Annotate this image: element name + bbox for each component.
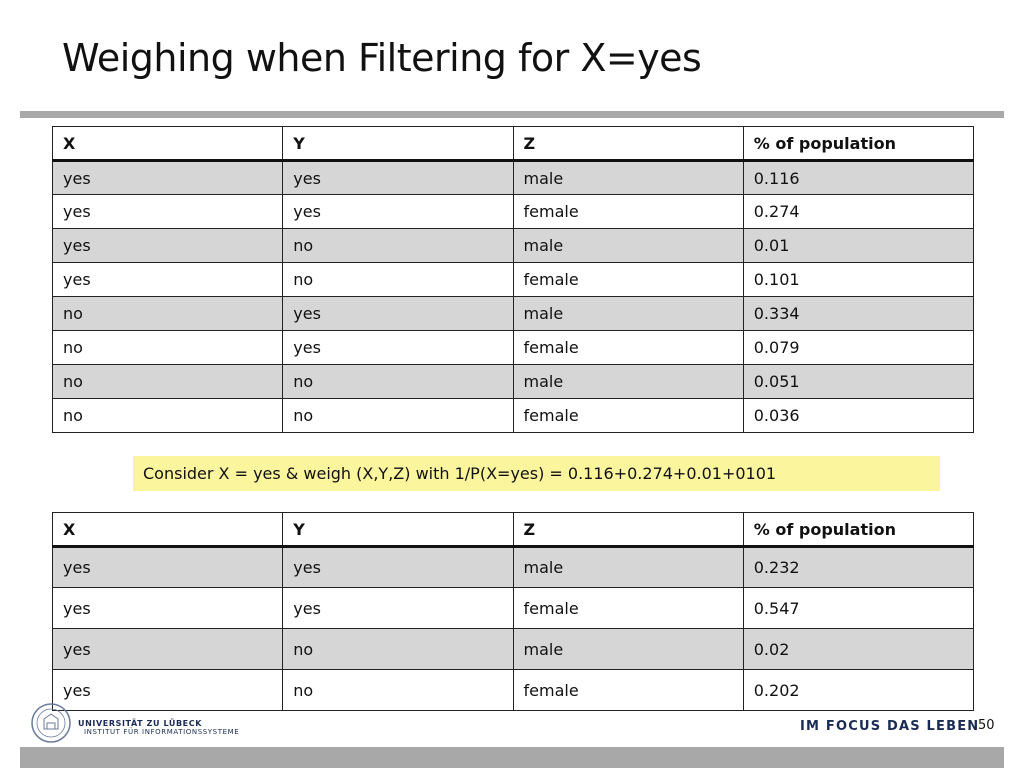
table-row: [53, 365, 974, 399]
cell-y: yes: [283, 588, 513, 629]
table-row: [53, 331, 974, 365]
cell-y: yes: [283, 195, 513, 229]
cell-x: no: [53, 297, 283, 331]
page-number: 50: [978, 718, 995, 733]
cell-y: yes: [283, 547, 513, 588]
cell-z: male: [513, 629, 743, 670]
table-row: [53, 161, 974, 195]
header-z: Z: [513, 513, 743, 547]
cell-x: yes: [53, 229, 283, 263]
cell-y: yes: [283, 297, 513, 331]
cell-z: female: [513, 263, 743, 297]
cell-x: no: [53, 365, 283, 399]
cell-x: yes: [53, 629, 283, 670]
cell-population: 0.079: [743, 331, 973, 365]
cell-population: 0.02: [743, 629, 973, 670]
table-row: [53, 399, 974, 433]
population-table: [52, 126, 974, 433]
table-header-row: [53, 127, 974, 161]
cell-z: male: [513, 365, 743, 399]
cell-z: male: [513, 229, 743, 263]
cell-x: yes: [53, 195, 283, 229]
table-row: [53, 629, 974, 670]
cell-z: female: [513, 588, 743, 629]
header-x: X: [53, 513, 283, 547]
cell-z: male: [513, 161, 743, 195]
cell-y: no: [283, 365, 513, 399]
cell-x: yes: [53, 263, 283, 297]
footer-bar: [20, 747, 1004, 768]
table-row: [53, 670, 974, 711]
cell-population: 0.232: [743, 547, 973, 588]
header-y: Y: [283, 513, 513, 547]
cell-z: female: [513, 399, 743, 433]
cell-population: 0.051: [743, 365, 973, 399]
cell-population: 0.116: [743, 161, 973, 195]
cell-x: yes: [53, 547, 283, 588]
weighting-note: Consider X = yes & weigh (X,Y,Z) with 1/P(X=yes) = 0.116+0.274+0.01+0101: [133, 456, 940, 491]
cell-z: female: [513, 195, 743, 229]
cell-population: 0.01: [743, 229, 973, 263]
cell-x: no: [53, 399, 283, 433]
header-x: X: [53, 127, 283, 161]
cell-y: yes: [283, 331, 513, 365]
table-header-row: [53, 513, 974, 547]
header-population: % of population: [743, 127, 973, 161]
header-z: Z: [513, 127, 743, 161]
cell-population: 0.547: [743, 588, 973, 629]
cell-y: no: [283, 399, 513, 433]
table-row: [53, 547, 974, 588]
cell-z: male: [513, 297, 743, 331]
university-name: UNIVERSITÄT ZU LÜBECK: [78, 719, 202, 728]
table-row: [53, 263, 974, 297]
cell-y: no: [283, 670, 513, 711]
header-y: Y: [283, 127, 513, 161]
table-row: [53, 195, 974, 229]
cell-population: 0.101: [743, 263, 973, 297]
cell-population: 0.274: [743, 195, 973, 229]
cell-x: yes: [53, 161, 283, 195]
cell-x: yes: [53, 670, 283, 711]
cell-population: 0.334: [743, 297, 973, 331]
cell-x: no: [53, 331, 283, 365]
cell-y: no: [283, 229, 513, 263]
institute-name: INSTITUT FÜR INFORMATIONSSYSTEME: [84, 728, 240, 736]
header-population: % of population: [743, 513, 973, 547]
table-row: [53, 588, 974, 629]
cell-population: 0.202: [743, 670, 973, 711]
footer-motto: IM FOCUS DAS LEBEN: [800, 719, 980, 734]
cell-z: female: [513, 331, 743, 365]
cell-population: 0.036: [743, 399, 973, 433]
slide-title: Weighing when Filtering for X=yes: [62, 36, 702, 80]
cell-x: yes: [53, 588, 283, 629]
table-row: [53, 229, 974, 263]
cell-z: female: [513, 670, 743, 711]
title-divider: [20, 111, 1004, 118]
cell-y: no: [283, 263, 513, 297]
university-seal-icon: [30, 702, 72, 744]
cell-y: yes: [283, 161, 513, 195]
weighted-population-table: [52, 512, 974, 711]
cell-y: no: [283, 629, 513, 670]
cell-z: male: [513, 547, 743, 588]
table-row: [53, 297, 974, 331]
